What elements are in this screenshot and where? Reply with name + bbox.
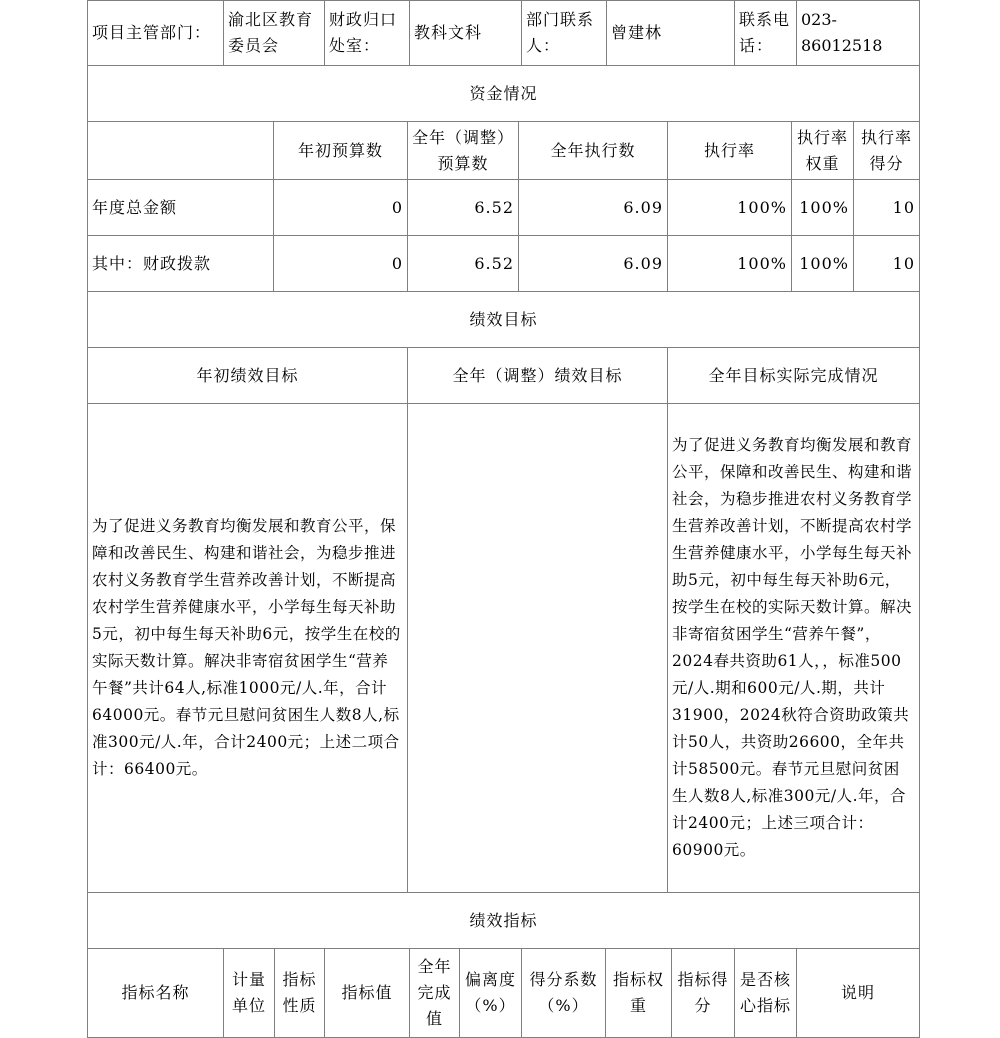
funds-cell: 6.52 (407, 179, 519, 236)
finance-value: 教科文科 (409, 0, 522, 66)
ind-col-note: 说明 (796, 948, 920, 1038)
indicators-title: 绩效指标 (87, 892, 920, 949)
dept-label: 项目主管部门： (87, 0, 224, 66)
goals-title: 绩效目标 (87, 291, 920, 348)
funds-col-2: 全年执行数 (518, 121, 668, 180)
ind-col-core: 是否核心指标 (734, 948, 797, 1038)
ind-col-deviation: 偏离度（%） (459, 948, 522, 1038)
funds-col-5: 执行率得分 (853, 121, 920, 180)
ind-col-coefficient: 得分系数（%） (521, 948, 606, 1038)
funds-cell: 10 (853, 179, 920, 236)
funds-col-0: 年初预算数 (273, 121, 408, 180)
funds-title: 资金情况 (87, 65, 920, 122)
phone-value: 023-86012518 (796, 0, 920, 66)
ind-col-unit: 计量单位 (223, 948, 275, 1038)
funds-cell: 100% (791, 179, 854, 236)
contact-value: 曾建林 (606, 0, 735, 66)
goals-col-adjusted: 全年（调整）绩效目标 (407, 347, 668, 404)
funds-cell: 100% (667, 235, 792, 292)
ind-col-completed: 全年完成值 (409, 948, 460, 1038)
ind-col-nature: 指标性质 (274, 948, 325, 1038)
funds-header-blank (87, 121, 274, 180)
funds-cell: 100% (791, 235, 854, 292)
funds-cell: 6.09 (518, 235, 668, 292)
funds-row-label: 年度总金额 (87, 179, 274, 236)
goals-actual-text: 为了促进义务教育均衡发展和教育公平，保障和改善民生、构建和谐社会，为稳步推进农村义务教育学生营养改善计划，不断提高农村学生营养健康水平，小学每生每天补助5元，初中每生每天补助6元，按学生在校的实际天数计算。解决非寄宿贫困学生“营养午餐”，2024春共资助61人，，标准500元/人.期和600元/人.期，共计31900，2024秋符合资助政策共计50人，共资助26600，全年共计58500元。春节元旦慰问贫困生人数8人,标准300元/人.年，合计2400元；上述三项合计：60900元。 (667, 403, 920, 893)
goals-col-actual: 全年目标实际完成情况 (667, 347, 920, 404)
funds-col-3: 执行率 (667, 121, 792, 180)
funds-cell: 0 (273, 179, 408, 236)
goals-initial-text: 为了促进义务教育均衡发展和教育公平，保障和改善民生、构建和谐社会，为稳步推进农村义务教育学生营养改善计划，不断提高农村学生营养健康水平，小学每生每天补助5元，初中每生每天补助6元，按学生在校的实际天数计算。解决非寄宿贫困学生“营养午餐”共计64人,标准1000元/人.年，合计64000元。春节元旦慰问贫困生人数8人,标准300元/人.年，合计2400元；上述二项合计：66400元。 (87, 403, 408, 893)
funds-col-4: 执行率权重 (791, 121, 854, 180)
funds-cell: 0 (273, 235, 408, 292)
funds-col-1: 全年（调整）预算数 (407, 121, 519, 180)
funds-row-label: 其中：财政拨款 (87, 235, 274, 292)
funds-cell: 6.52 (407, 235, 519, 292)
funds-cell: 10 (853, 235, 920, 292)
dept-value: 渝北区教育委员会 (223, 0, 325, 66)
ind-col-name: 指标名称 (87, 948, 224, 1038)
finance-label: 财政归口处室： (324, 0, 410, 66)
contact-label: 部门联系人： (521, 0, 607, 66)
ind-col-score: 指标得分 (671, 948, 735, 1038)
funds-cell: 6.09 (518, 179, 668, 236)
ind-col-weight: 指标权重 (605, 948, 672, 1038)
goals-col-initial: 年初绩效目标 (87, 347, 408, 404)
goals-adjusted-text (407, 403, 668, 893)
ind-col-value: 指标值 (324, 948, 410, 1038)
funds-cell: 100% (667, 179, 792, 236)
phone-label: 联系电话： (734, 0, 797, 66)
